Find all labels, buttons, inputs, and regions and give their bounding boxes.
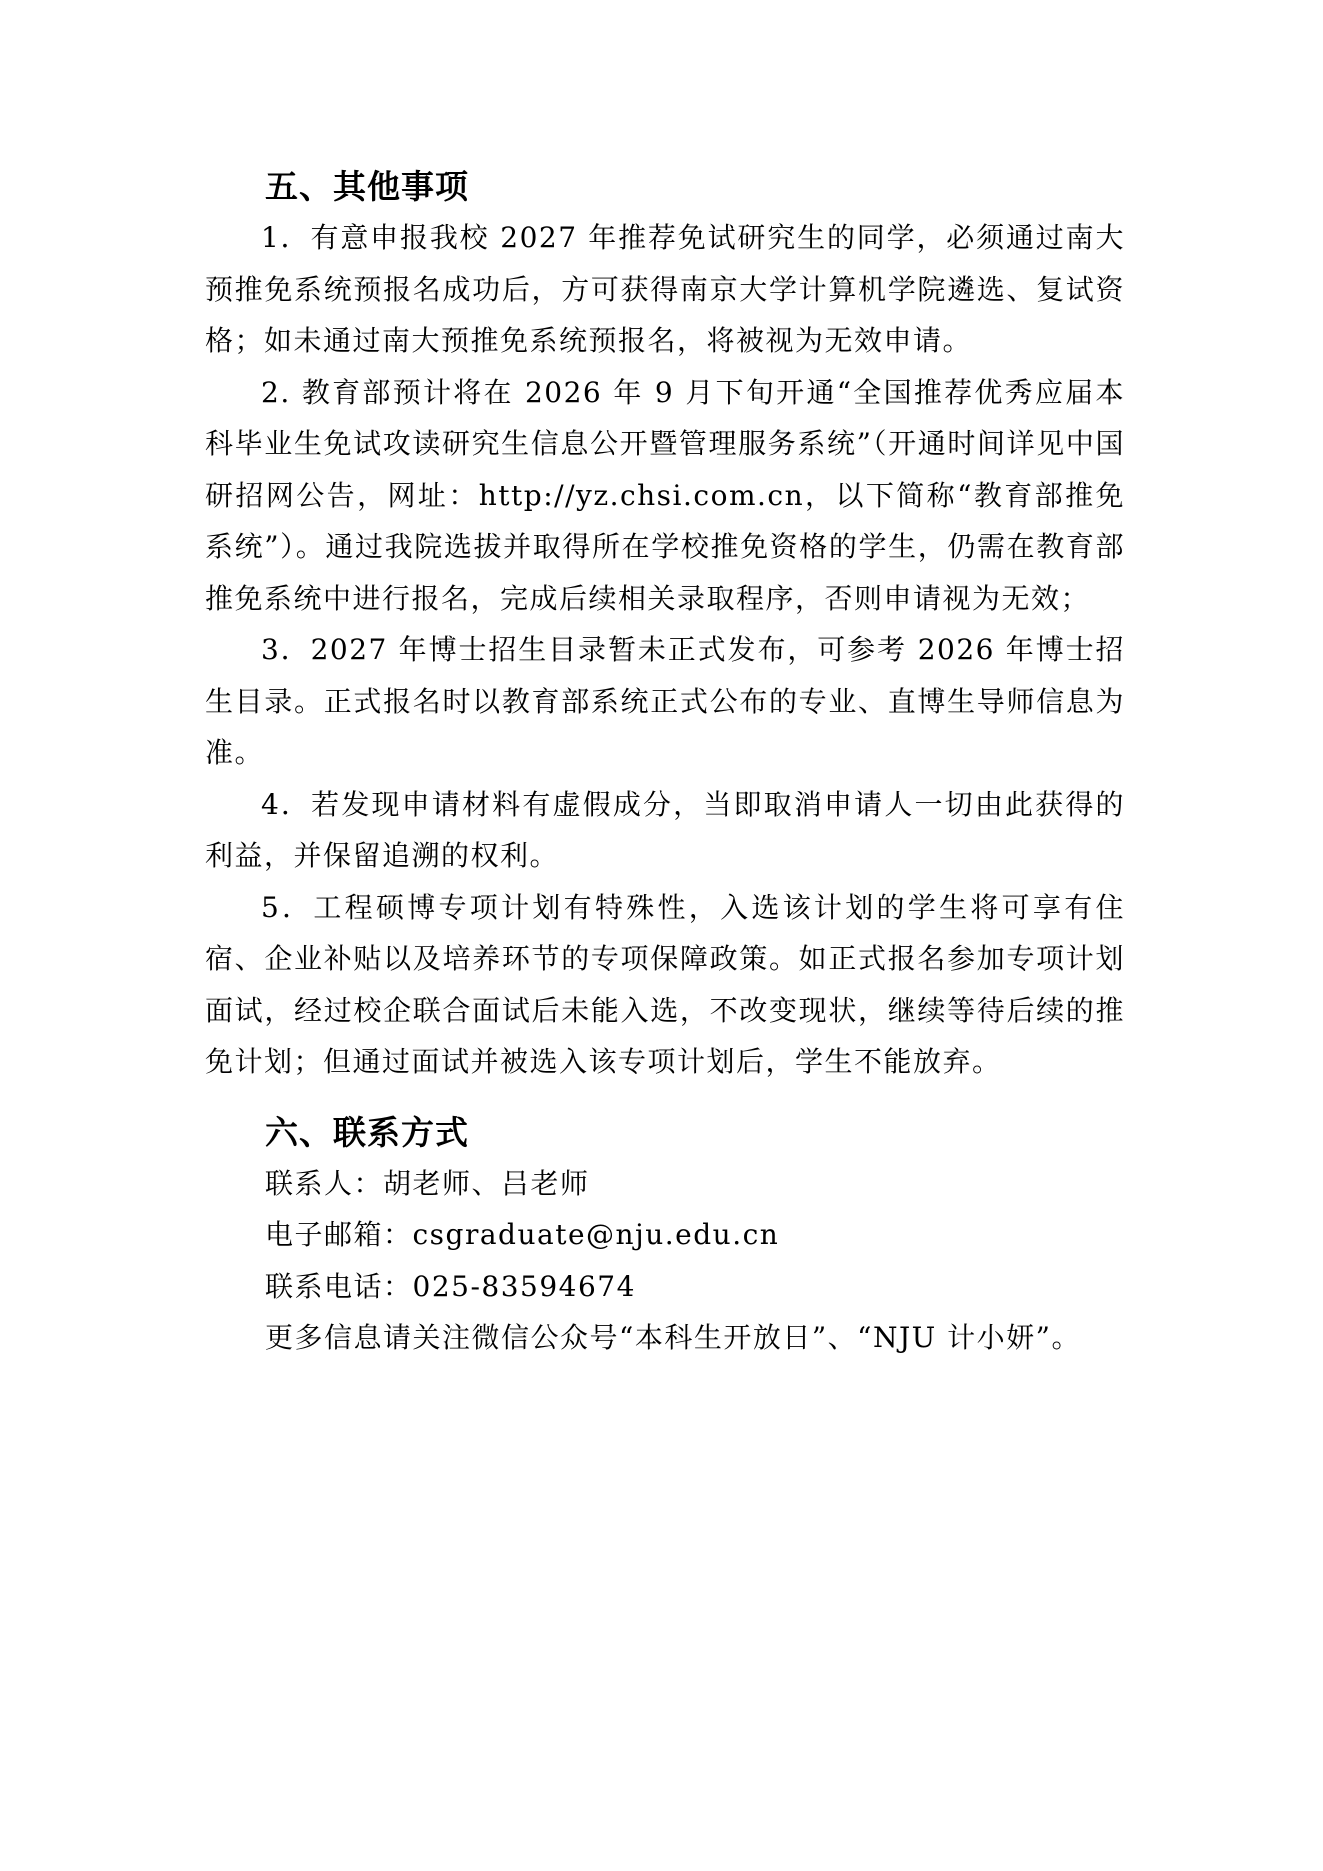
section-5-item-4: 4．若发现申请材料有虚假成分，当即取消申请人一切由此获得的利益，并保留追溯的权利。 (205, 787, 1125, 872)
document-content (205, 162, 1125, 1364)
section-5-item-5: 5．工程硕博专项计划有特殊性，入选该计划的学生将可享有住宿、企业补贴以及培养环节的专项保障政策。如正式报名参加专项计划面试，经过校企联合面试后未能入选，不改变现状，继续等待后续的推免计划；但通过面试并被选入该专项计划后，学生不能放弃。 (205, 890, 1125, 1078)
more-info-line: 更多信息请关注微信公众号“本科生开放日”、“NJU 计小妍”。 (265, 1321, 1081, 1354)
section-5-item-3: 3．2027 年博士招生目录暂未正式发布，可参考 2026 年博士招生目录。正式报名时以教育部系统正式公布的专业、直博生导师信息为准。 (205, 633, 1125, 769)
section-6-heading: 六、联系方式 (265, 1112, 469, 1152)
section-5-item-2: 2. 教育部预计将在 2026 年 9 月下旬开通“全国推荐优秀应届本科毕业生免试攻读研究生信息公开暨管理服务系统”（开通时间详见中国研招网公告，网址：http://yz.chsi.com.cn，以下简称“教育部推免系统”）。通过我院选拔并取得所在学校推免资格的学生，仍需在教育部推免系统中进行报名，完成后续相关录取程序，否则申请视为无效； (205, 375, 1125, 615)
section-spacer (205, 1088, 1125, 1108)
section-5-item-1: 1．有意申报我校 2027 年推荐免试研究生的同学，必须通过南大预推免系统预报名成功后，方可获得南京大学计算机学院遴选、复试资格；如未通过南大预推免系统预报名，将被视为无效申请。 (205, 221, 1125, 357)
contact-phone: 联系电话：025-83594674 (265, 1269, 636, 1303)
section-5-heading: 五、其他事项 (265, 167, 469, 206)
contact-email: 电子邮箱：csgraduate@nju.edu.cn (265, 1218, 780, 1251)
contact-person: 联系人：胡老师、吕老师 (265, 1166, 590, 1200)
